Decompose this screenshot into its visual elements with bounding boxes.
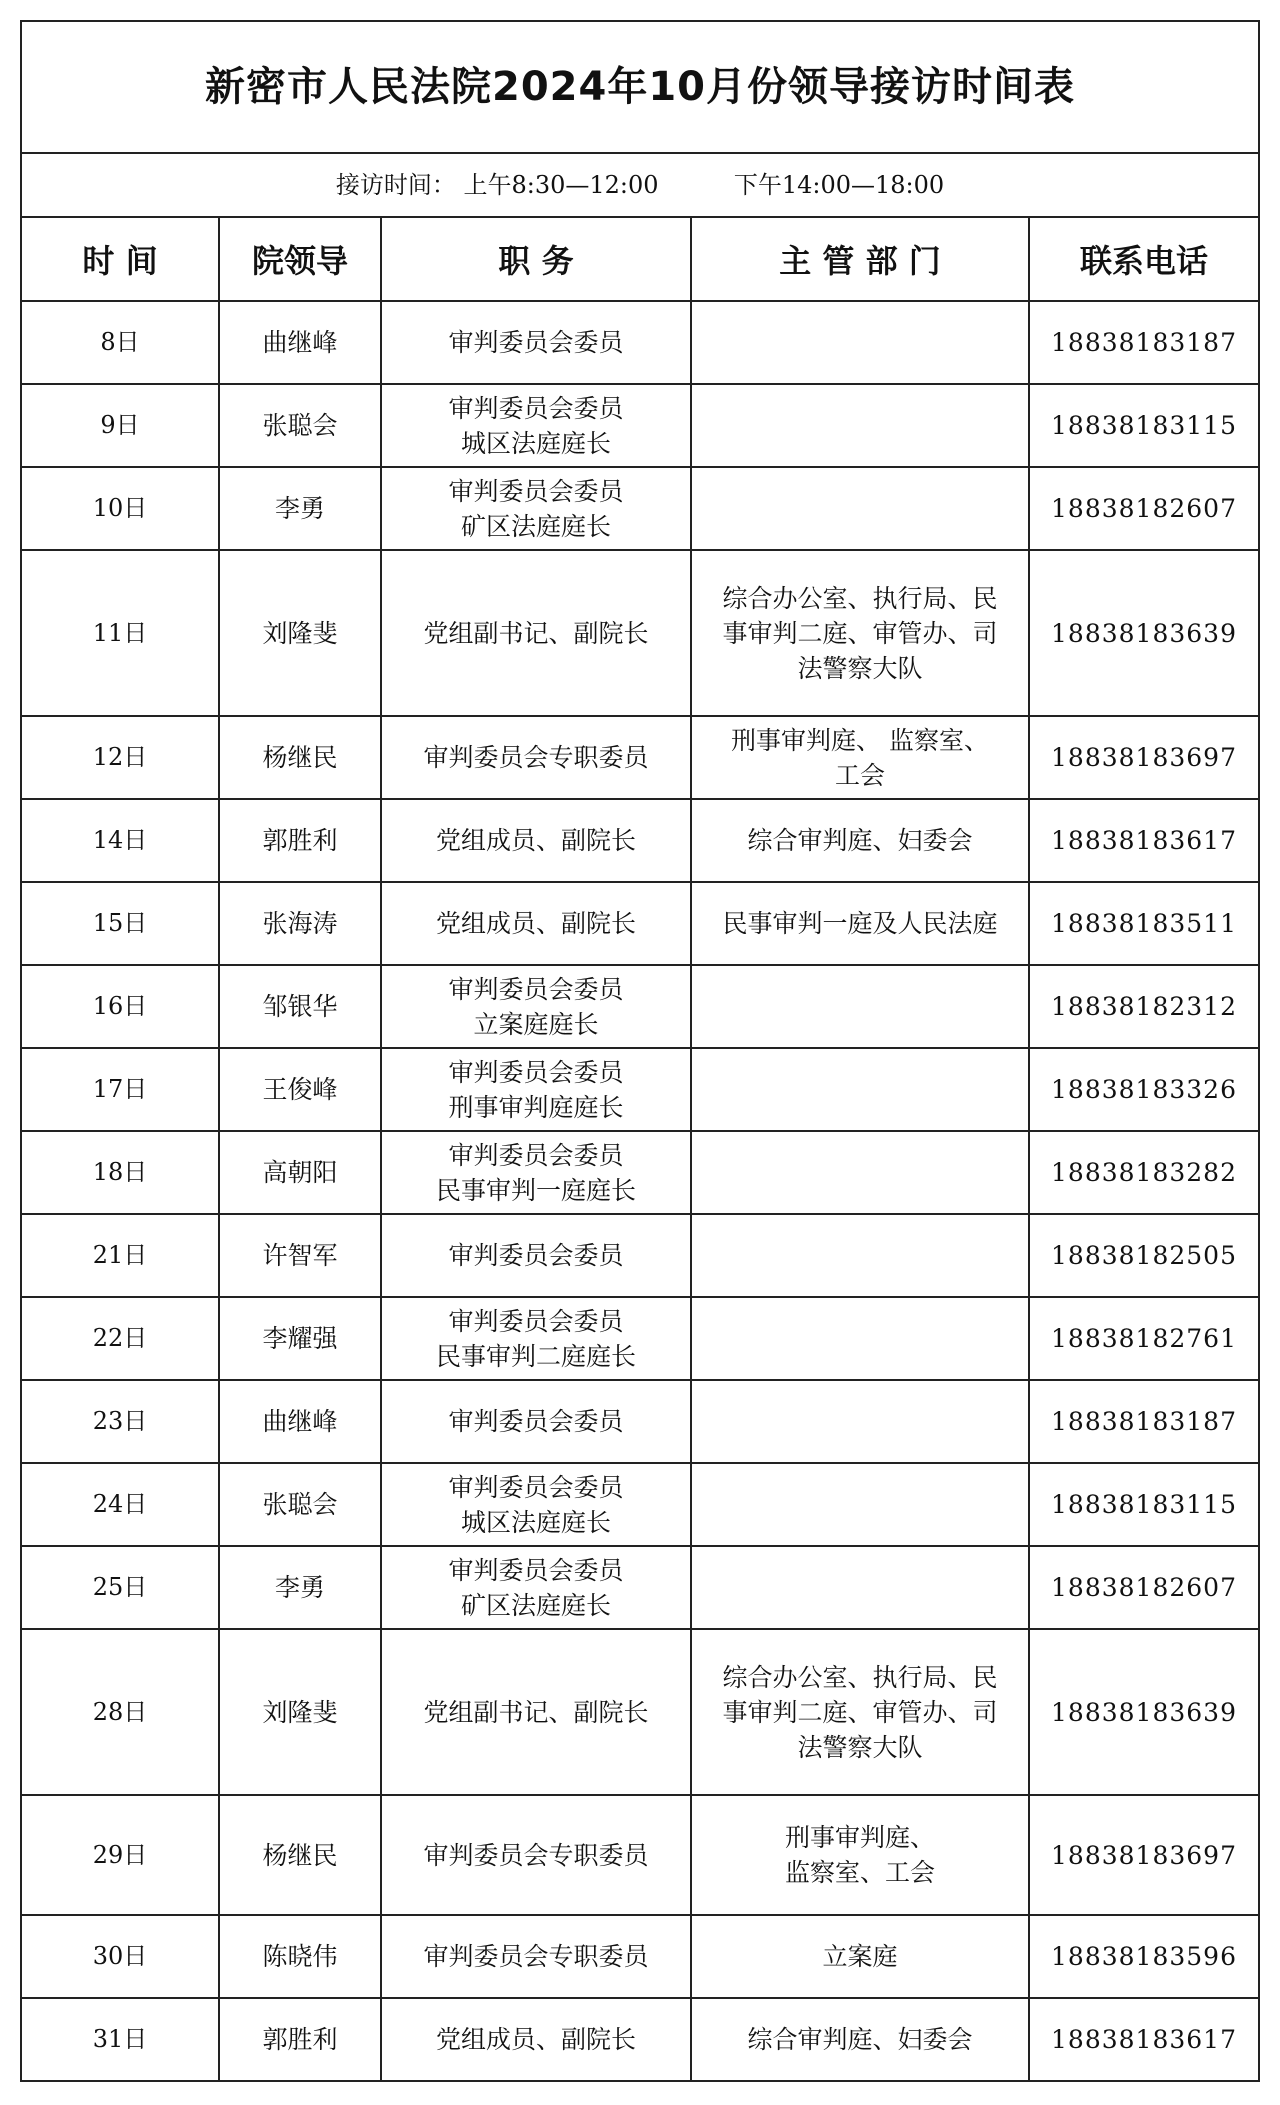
table-row bbox=[21, 1998, 1259, 2081]
table-row bbox=[21, 882, 1259, 965]
cell-position bbox=[381, 1546, 691, 1629]
position-line: 审判委员会委员 bbox=[448, 1140, 624, 1170]
cell-position bbox=[381, 1629, 691, 1795]
position-line: 党组成员、副院长 bbox=[435, 826, 636, 855]
table-row bbox=[21, 716, 1259, 799]
table-row bbox=[21, 1380, 1259, 1463]
cell-phone: 18838182761 bbox=[1029, 1297, 1259, 1380]
cell-department bbox=[691, 1463, 1029, 1546]
schedule-rows bbox=[21, 301, 1259, 2081]
cell-department bbox=[691, 467, 1029, 550]
cell-position bbox=[381, 1998, 691, 2081]
header-date: 时 间 bbox=[21, 217, 219, 301]
cell-position bbox=[381, 550, 691, 716]
position-line: 审判委员会委员 bbox=[448, 1241, 624, 1270]
cell-date: 11日 bbox=[21, 550, 219, 716]
cell-phone: 18838183639 bbox=[1029, 550, 1259, 716]
cell-date: 18日 bbox=[21, 1131, 219, 1214]
position-line: 党组副书记、副院长 bbox=[423, 618, 649, 648]
cell-date: 16日 bbox=[21, 965, 219, 1048]
cell-phone: 18838182607 bbox=[1029, 1546, 1259, 1629]
position-line: 审判委员会委员 bbox=[448, 1407, 624, 1436]
cell-leader: 郭胜利 bbox=[219, 1998, 381, 2081]
department-line: 综合审判庭、妇委会 bbox=[747, 826, 973, 855]
cell-position bbox=[381, 965, 691, 1048]
cell-phone: 18838183596 bbox=[1029, 1915, 1259, 1998]
cell-department bbox=[691, 1915, 1029, 1998]
cell-position bbox=[381, 1131, 691, 1214]
position-line: 党组副书记、副院长 bbox=[423, 1697, 649, 1727]
header-department: 主 管 部 门 bbox=[691, 217, 1029, 301]
table-row bbox=[21, 1546, 1259, 1629]
table-row bbox=[21, 1214, 1259, 1297]
position-line: 审判委员会委员 bbox=[448, 393, 624, 423]
cell-position bbox=[381, 301, 691, 384]
position-line: 城区法庭庭长 bbox=[460, 1507, 611, 1537]
position-line: 民事审判二庭庭长 bbox=[435, 1341, 636, 1371]
cell-phone: 18838183115 bbox=[1029, 384, 1259, 467]
table-row bbox=[21, 1463, 1259, 1546]
cell-leader: 高朝阳 bbox=[219, 1131, 381, 1214]
table-row bbox=[21, 1297, 1259, 1380]
department-line: 监察室、工会 bbox=[784, 1858, 935, 1887]
cell-leader: 李耀强 bbox=[219, 1297, 381, 1380]
cell-phone: 18838183187 bbox=[1029, 1380, 1259, 1463]
cell-position bbox=[381, 882, 691, 965]
cell-phone: 18838183115 bbox=[1029, 1463, 1259, 1546]
cell-department bbox=[691, 1214, 1029, 1297]
department-line: 法警察大队 bbox=[797, 1732, 923, 1762]
department-line: 立案庭 bbox=[822, 1942, 898, 1971]
position-line: 党组成员、副院长 bbox=[435, 2025, 636, 2054]
department-line: 综合办公室、执行局、民 bbox=[722, 583, 998, 613]
table-row bbox=[21, 1131, 1259, 1214]
cell-position bbox=[381, 1380, 691, 1463]
table-row bbox=[21, 384, 1259, 467]
table-row bbox=[21, 1915, 1259, 1998]
position-line: 审判委员会委员 bbox=[448, 1555, 624, 1585]
cell-department bbox=[691, 384, 1029, 467]
cell-date: 17日 bbox=[21, 1048, 219, 1131]
cell-date: 29日 bbox=[21, 1795, 219, 1915]
cell-leader: 张聪会 bbox=[219, 1463, 381, 1546]
cell-department bbox=[691, 1380, 1029, 1463]
header-phone: 联系电话 bbox=[1029, 217, 1259, 301]
cell-phone: 18838183511 bbox=[1029, 882, 1259, 965]
cell-date: 15日 bbox=[21, 882, 219, 965]
cell-date: 28日 bbox=[21, 1629, 219, 1795]
cell-phone: 18838183187 bbox=[1029, 301, 1259, 384]
cell-leader: 许智军 bbox=[219, 1214, 381, 1297]
cell-leader: 张海涛 bbox=[219, 882, 381, 965]
position-line: 审判委员会委员 bbox=[448, 1306, 624, 1336]
afternoon-hours: 下午14:00—18:00 bbox=[733, 170, 945, 199]
cell-date: 10日 bbox=[21, 467, 219, 550]
cell-phone: 18838183617 bbox=[1029, 799, 1259, 882]
cell-date: 22日 bbox=[21, 1297, 219, 1380]
position-line: 审判委员会专职委员 bbox=[423, 743, 649, 772]
cell-position bbox=[381, 1915, 691, 1998]
cell-department bbox=[691, 1297, 1029, 1380]
cell-leader: 王俊峰 bbox=[219, 1048, 381, 1131]
reception-hours bbox=[21, 153, 1259, 217]
cell-leader: 李勇 bbox=[219, 467, 381, 550]
cell-phone: 18838182505 bbox=[1029, 1214, 1259, 1297]
cell-department bbox=[691, 716, 1029, 799]
department-line: 法警察大队 bbox=[797, 653, 923, 683]
cell-date: 9日 bbox=[21, 384, 219, 467]
cell-phone: 18838183282 bbox=[1029, 1131, 1259, 1214]
cell-phone: 18838183639 bbox=[1029, 1629, 1259, 1795]
department-line: 事审判二庭、审管办、司 bbox=[722, 618, 998, 648]
cell-phone: 18838182607 bbox=[1029, 467, 1259, 550]
cell-department bbox=[691, 965, 1029, 1048]
position-line: 民事审判一庭庭长 bbox=[435, 1175, 636, 1205]
table-row bbox=[21, 467, 1259, 550]
position-line: 刑事审判庭庭长 bbox=[448, 1092, 624, 1122]
cell-phone: 18838182312 bbox=[1029, 965, 1259, 1048]
header-leader: 院领导 bbox=[219, 217, 381, 301]
cell-position bbox=[381, 467, 691, 550]
cell-date: 21日 bbox=[21, 1214, 219, 1297]
position-line: 矿区法庭庭长 bbox=[460, 1590, 611, 1620]
cell-date: 8日 bbox=[21, 301, 219, 384]
table-row bbox=[21, 1795, 1259, 1915]
position-line: 城区法庭庭长 bbox=[460, 428, 611, 458]
cell-date: 14日 bbox=[21, 799, 219, 882]
cell-date: 31日 bbox=[21, 1998, 219, 2081]
cell-date: 25日 bbox=[21, 1546, 219, 1629]
table-row bbox=[21, 301, 1259, 384]
cell-phone: 18838183697 bbox=[1029, 1795, 1259, 1915]
cell-leader: 郭胜利 bbox=[219, 799, 381, 882]
cell-leader: 邹银华 bbox=[219, 965, 381, 1048]
cell-department bbox=[691, 1795, 1029, 1915]
department-line: 刑事审判庭、 监察室、 bbox=[731, 725, 989, 755]
cell-date: 12日 bbox=[21, 716, 219, 799]
cell-department bbox=[691, 301, 1029, 384]
table-row bbox=[21, 799, 1259, 882]
cell-leader: 李勇 bbox=[219, 1546, 381, 1629]
cell-department bbox=[691, 1546, 1029, 1629]
department-line: 事审判二庭、审管办、司 bbox=[722, 1697, 998, 1727]
morning-hours: 上午8:30—12:00 bbox=[463, 170, 659, 199]
department-line: 工会 bbox=[834, 760, 885, 790]
position-line: 党组成员、副院长 bbox=[435, 909, 636, 938]
department-line: 综合审判庭、妇委会 bbox=[747, 2025, 973, 2054]
position-line: 审判委员会委员 bbox=[448, 328, 624, 357]
cell-department bbox=[691, 882, 1029, 965]
table-row bbox=[21, 965, 1259, 1048]
position-line: 审判委员会专职委员 bbox=[423, 1942, 649, 1971]
schedule-sheet bbox=[20, 20, 1258, 2082]
position-line: 审判委员会专职委员 bbox=[423, 1840, 649, 1870]
cell-leader: 杨继民 bbox=[219, 1795, 381, 1915]
cell-leader: 刘隆斐 bbox=[219, 550, 381, 716]
table-row bbox=[21, 1048, 1259, 1131]
cell-position bbox=[381, 1214, 691, 1297]
department-line: 综合办公室、执行局、民 bbox=[722, 1662, 998, 1692]
cell-date: 23日 bbox=[21, 1380, 219, 1463]
cell-position bbox=[381, 384, 691, 467]
cell-department bbox=[691, 1998, 1029, 2081]
cell-position bbox=[381, 1795, 691, 1915]
cell-department bbox=[691, 1629, 1029, 1795]
cell-position bbox=[381, 799, 691, 882]
table-row bbox=[21, 1629, 1259, 1795]
header-position: 职 务 bbox=[381, 217, 691, 301]
cell-position bbox=[381, 1048, 691, 1131]
cell-leader: 陈晓伟 bbox=[219, 1915, 381, 1998]
reception-schedule-table bbox=[20, 20, 1260, 2082]
position-line: 审判委员会委员 bbox=[448, 1472, 624, 1502]
position-line: 审判委员会委员 bbox=[448, 476, 624, 506]
cell-leader: 张聪会 bbox=[219, 384, 381, 467]
department-line: 民事审判一庭及人民法庭 bbox=[722, 909, 998, 938]
cell-phone: 18838183617 bbox=[1029, 1998, 1259, 2081]
table-row bbox=[21, 550, 1259, 716]
page-title: 新密市人民法院2024年10月份领导接访时间表 bbox=[21, 21, 1259, 153]
position-line: 审判委员会委员 bbox=[448, 1057, 624, 1087]
cell-date: 24日 bbox=[21, 1463, 219, 1546]
department-line: 刑事审判庭、 bbox=[784, 1823, 935, 1852]
cell-leader: 杨继民 bbox=[219, 716, 381, 799]
cell-position bbox=[381, 716, 691, 799]
hours-label: 接访时间： bbox=[335, 170, 456, 199]
cell-phone: 18838183326 bbox=[1029, 1048, 1259, 1131]
cell-leader: 刘隆斐 bbox=[219, 1629, 381, 1795]
cell-position bbox=[381, 1463, 691, 1546]
position-line: 立案庭庭长 bbox=[473, 1009, 599, 1039]
cell-department bbox=[691, 550, 1029, 716]
cell-department bbox=[691, 799, 1029, 882]
cell-leader: 曲继峰 bbox=[219, 1380, 381, 1463]
cell-leader: 曲继峰 bbox=[219, 301, 381, 384]
cell-date: 30日 bbox=[21, 1915, 219, 1998]
cell-department bbox=[691, 1048, 1029, 1131]
cell-position bbox=[381, 1297, 691, 1380]
cell-phone: 18838183697 bbox=[1029, 716, 1259, 799]
position-line: 矿区法庭庭长 bbox=[460, 511, 611, 541]
position-line: 审判委员会委员 bbox=[448, 974, 624, 1004]
cell-department bbox=[691, 1131, 1029, 1214]
